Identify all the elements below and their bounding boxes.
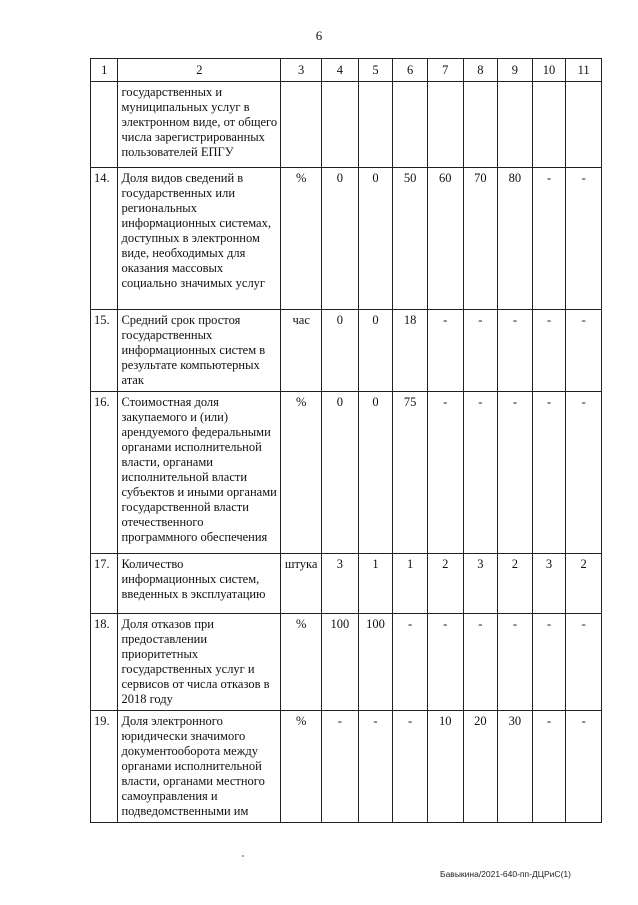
row-number: 18. [91,614,118,711]
value-cell: - [498,310,533,392]
value-cell: 3 [532,554,566,614]
value-cell: - [427,310,463,392]
value-cell: - [566,614,602,711]
value-cell: 18 [393,310,428,392]
header-cell: 5 [358,59,393,82]
header-cell: 10 [532,59,566,82]
row-number: 15. [91,310,118,392]
row-number: 14. [91,168,118,310]
value-cell: - [427,614,463,711]
row-number [91,82,118,168]
value-cell: - [358,711,393,823]
indicator-name: Стоимостная доля закупаемого и (или) арендуемого федеральными органами исполнительной власти, органами исполнительной власти субъектов и иными органами государственной власти отечественного программного обеспечения [118,392,281,554]
value-cell: - [463,614,498,711]
indicators-table [90,58,602,823]
value-cell: 100 [358,614,393,711]
value-cell: - [532,392,566,554]
value-cell: 0 [322,310,359,392]
indicator-name: Доля электронного юридически значимого документооборота между органами исполнительной власти, органами местного самоуправления и подведомственными им [118,711,281,823]
value-cell [358,82,393,168]
header-cell: 7 [427,59,463,82]
value-cell: - [393,614,428,711]
value-cell: 20 [463,711,498,823]
value-cell: - [532,168,566,310]
header-cell: 3 [281,59,322,82]
value-cell: 3 [322,554,359,614]
value-cell: 0 [358,168,393,310]
value-cell [566,82,602,168]
unit-cell: % [281,168,322,310]
value-cell: 1 [358,554,393,614]
value-cell: - [532,614,566,711]
value-cell: 0 [358,392,393,554]
value-cell: 30 [498,711,533,823]
header-cell: 6 [393,59,428,82]
indicator-name: государственных и муниципальных услуг в электронном виде, от общего числа зарегистрированных пользователей ЕПГУ [118,82,281,168]
value-cell: 75 [393,392,428,554]
header-row [91,59,602,82]
value-cell: 0 [358,310,393,392]
value-cell: 10 [427,711,463,823]
value-cell: 1 [393,554,428,614]
value-cell: - [463,392,498,554]
unit-cell: % [281,392,322,554]
value-cell: - [566,711,602,823]
page-number: 6 [315,28,323,43]
header-cell: 9 [498,59,533,82]
value-cell: 2 [498,554,533,614]
unit-cell: % [281,614,322,711]
value-cell: - [498,614,533,711]
value-cell: 2 [427,554,463,614]
table-row [91,711,602,823]
header-cell: 1 [91,59,118,82]
unit-cell: % [281,711,322,823]
value-cell: 100 [322,614,359,711]
value-cell: 0 [322,392,359,554]
value-cell: 50 [393,168,428,310]
row-number: 19. [91,711,118,823]
row-number: 16. [91,392,118,554]
header-cell: 4 [322,59,359,82]
value-cell: - [566,168,602,310]
indicator-name: Количество информационных систем, введенных в эксплуатацию [118,554,281,614]
value-cell [463,82,498,168]
header-cell: 2 [118,59,281,82]
value-cell [498,82,533,168]
value-cell: 80 [498,168,533,310]
value-cell: 60 [427,168,463,310]
value-cell: - [532,310,566,392]
header-cell: 11 [566,59,602,82]
value-cell: - [566,310,602,392]
value-cell: 3 [463,554,498,614]
value-cell [427,82,463,168]
indicator-name: Доля отказов при предоставлении приоритетных государственных услуг и сервисов от числа отказов в 2018 году [118,614,281,711]
unit-cell: час [281,310,322,392]
table-row [91,82,602,168]
value-cell [532,82,566,168]
unit-cell: штука [281,554,322,614]
indicator-name: Доля видов сведений в государственных или региональных информационных системах, доступных в электронном виде, необходимых для оказания массовых социально значимых услуг [118,168,281,310]
value-cell [393,82,428,168]
row-number: 17. [91,554,118,614]
value-cell: - [463,310,498,392]
table-row [91,168,602,310]
indicator-name: Средний срок простоя государственных информационных систем в результате компьютерных атак [118,310,281,392]
table-row [91,554,602,614]
value-cell: 2 [566,554,602,614]
value-cell: - [498,392,533,554]
table-row [91,310,602,392]
value-cell [322,82,359,168]
value-cell: - [393,711,428,823]
value-cell: - [532,711,566,823]
footer-doc-id: Бавыкина/2021-640-пп-ДЦРиС(1) [440,869,571,879]
value-cell: - [427,392,463,554]
value-cell: - [566,392,602,554]
value-cell: 70 [463,168,498,310]
scan-speck [242,855,244,857]
table-row [91,614,602,711]
header-cell: 8 [463,59,498,82]
value-cell: - [322,711,359,823]
value-cell: 0 [322,168,359,310]
table-row [91,392,602,554]
unit-cell [281,82,322,168]
